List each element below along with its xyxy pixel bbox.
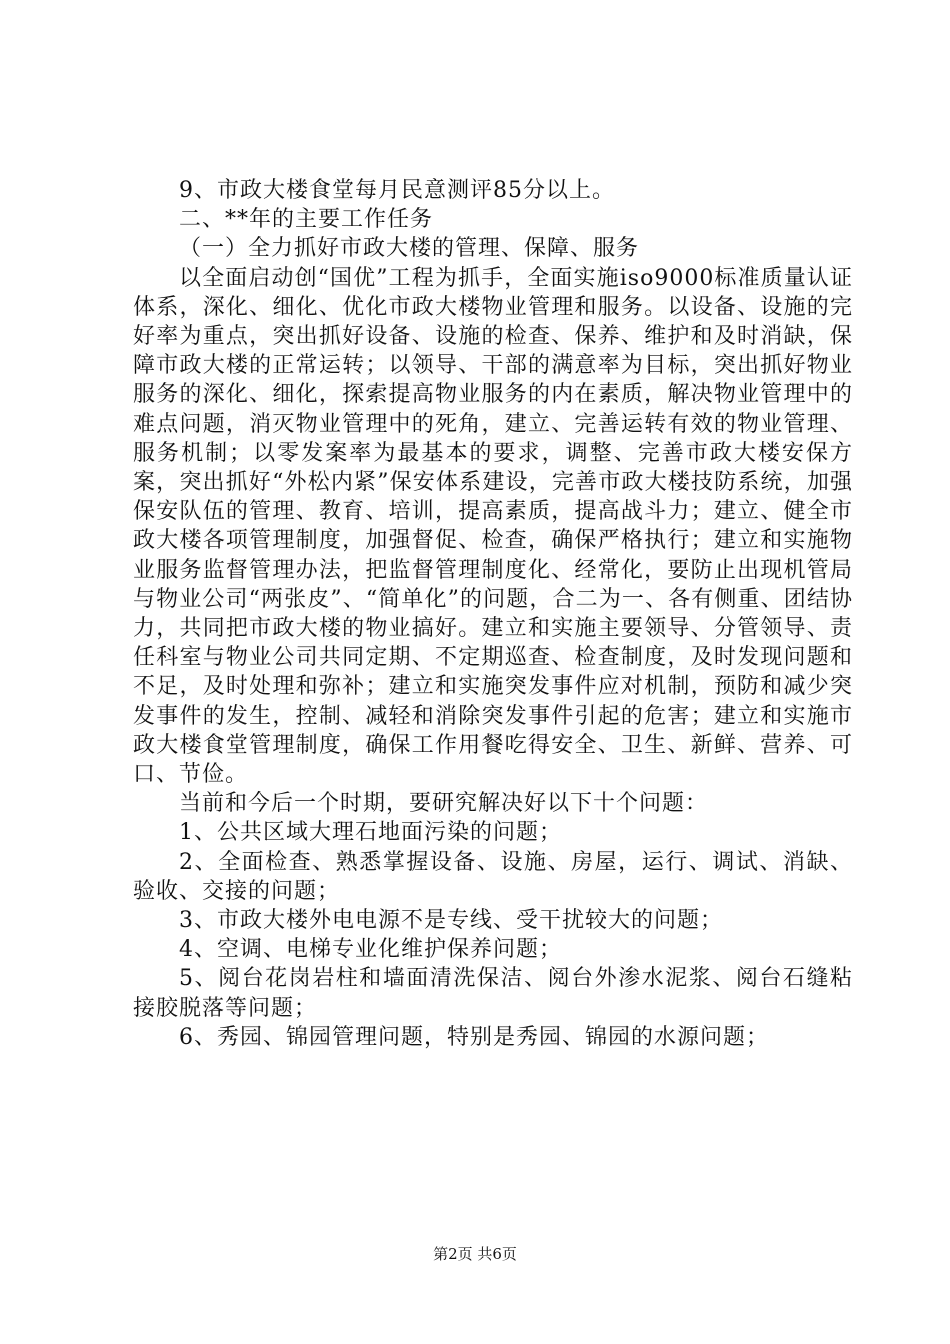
list-item-issue-2: 2、全面检查、熟悉掌握设备、设施、房屋，运行、调试、消缺、验收、交接的问题； [133, 849, 853, 904]
page-footer [0, 1244, 950, 1264]
list-item-issue-4: 4、空调、电梯专业化维护保养问题； [179, 937, 562, 963]
document-body [133, 176, 853, 1052]
list-item-issue-6: 6、秀园、锦园管理问题，特别是秀园、锦园的水源问题； [179, 1024, 769, 1050]
list-item-issue-5: 5、阅台花岗岩柱和墙面清洗保洁、阅台外渗水泥浆、阅台石缝粘接胶脱落等问题； [133, 966, 853, 1021]
paragraph-ten-issues-intro: 当前和今后一个时期，要研究解决好以下十个问题： [179, 791, 709, 817]
paragraph-target-9: 9、市政大楼食堂每月民意测评85分以上。 [179, 178, 615, 203]
list-item-issue-1: 1、公共区域大理石地面污染的问题； [179, 820, 562, 846]
page-number-label: 第2页 共6页 [433, 1245, 517, 1263]
paragraph-management-details: 以全面启动创“国优”工程为抓手，全面实施iso9000标准质量认证体系，深化、细化、优化市政大楼物业管理和服务。以设备、设施的完好率为重点，突出抓好设备、设施的检查、保养、维护和及时消缺，保障市政大楼的正常运转；以领导、干部的满意率为目标，突出抓好物业服务的深化、细化，探索提高物业服务的内在素质，解决物业管理中的难点问题，消灭物业管理中的死角，建立、完善运转有效的物业管理、服务机制；以零发案率为最基本的要求，调整、完善市政大楼安保方案，突出抓好“外松内紧”保安体系建设，完善市政大楼技防系统，加强保安队伍的管理、教育、培训，提高素质，提高战斗力；建立、健全市政大楼各项管理制度，加强督促、检查，确保严格执行；建立和实施物业服务监督管理办法，把监督管理制度化、经常化，要防止出现机管局与物业公司“两张皮”、“简单化”的问题，合二为一、各有侧重、团结协力，共同把市政大楼的物业搞好。建立和实施主要领导、分管领导、责任科室与物业公司共同定期、不定期巡查、检查制度，及时发现问题和不足，及时处理和弥补；建立和实施突发事件应对机制，预防和减少突发事件的发生，控制、减轻和消除突发事件引起的危害；建立和实施市政大楼食堂管理制度，确保工作用餐吃得安全、卫生、新鲜、营养、可口、节俭。 [133, 265, 853, 788]
subsection-heading-building-management: （一）全力抓好市政大楼的管理、保障、服务 [179, 236, 640, 262]
section-heading-main-tasks: 二、**年的主要工作任务 [179, 207, 434, 233]
list-item-issue-3: 3、市政大楼外电电源不是专线、受干扰较大的问题； [179, 908, 723, 934]
